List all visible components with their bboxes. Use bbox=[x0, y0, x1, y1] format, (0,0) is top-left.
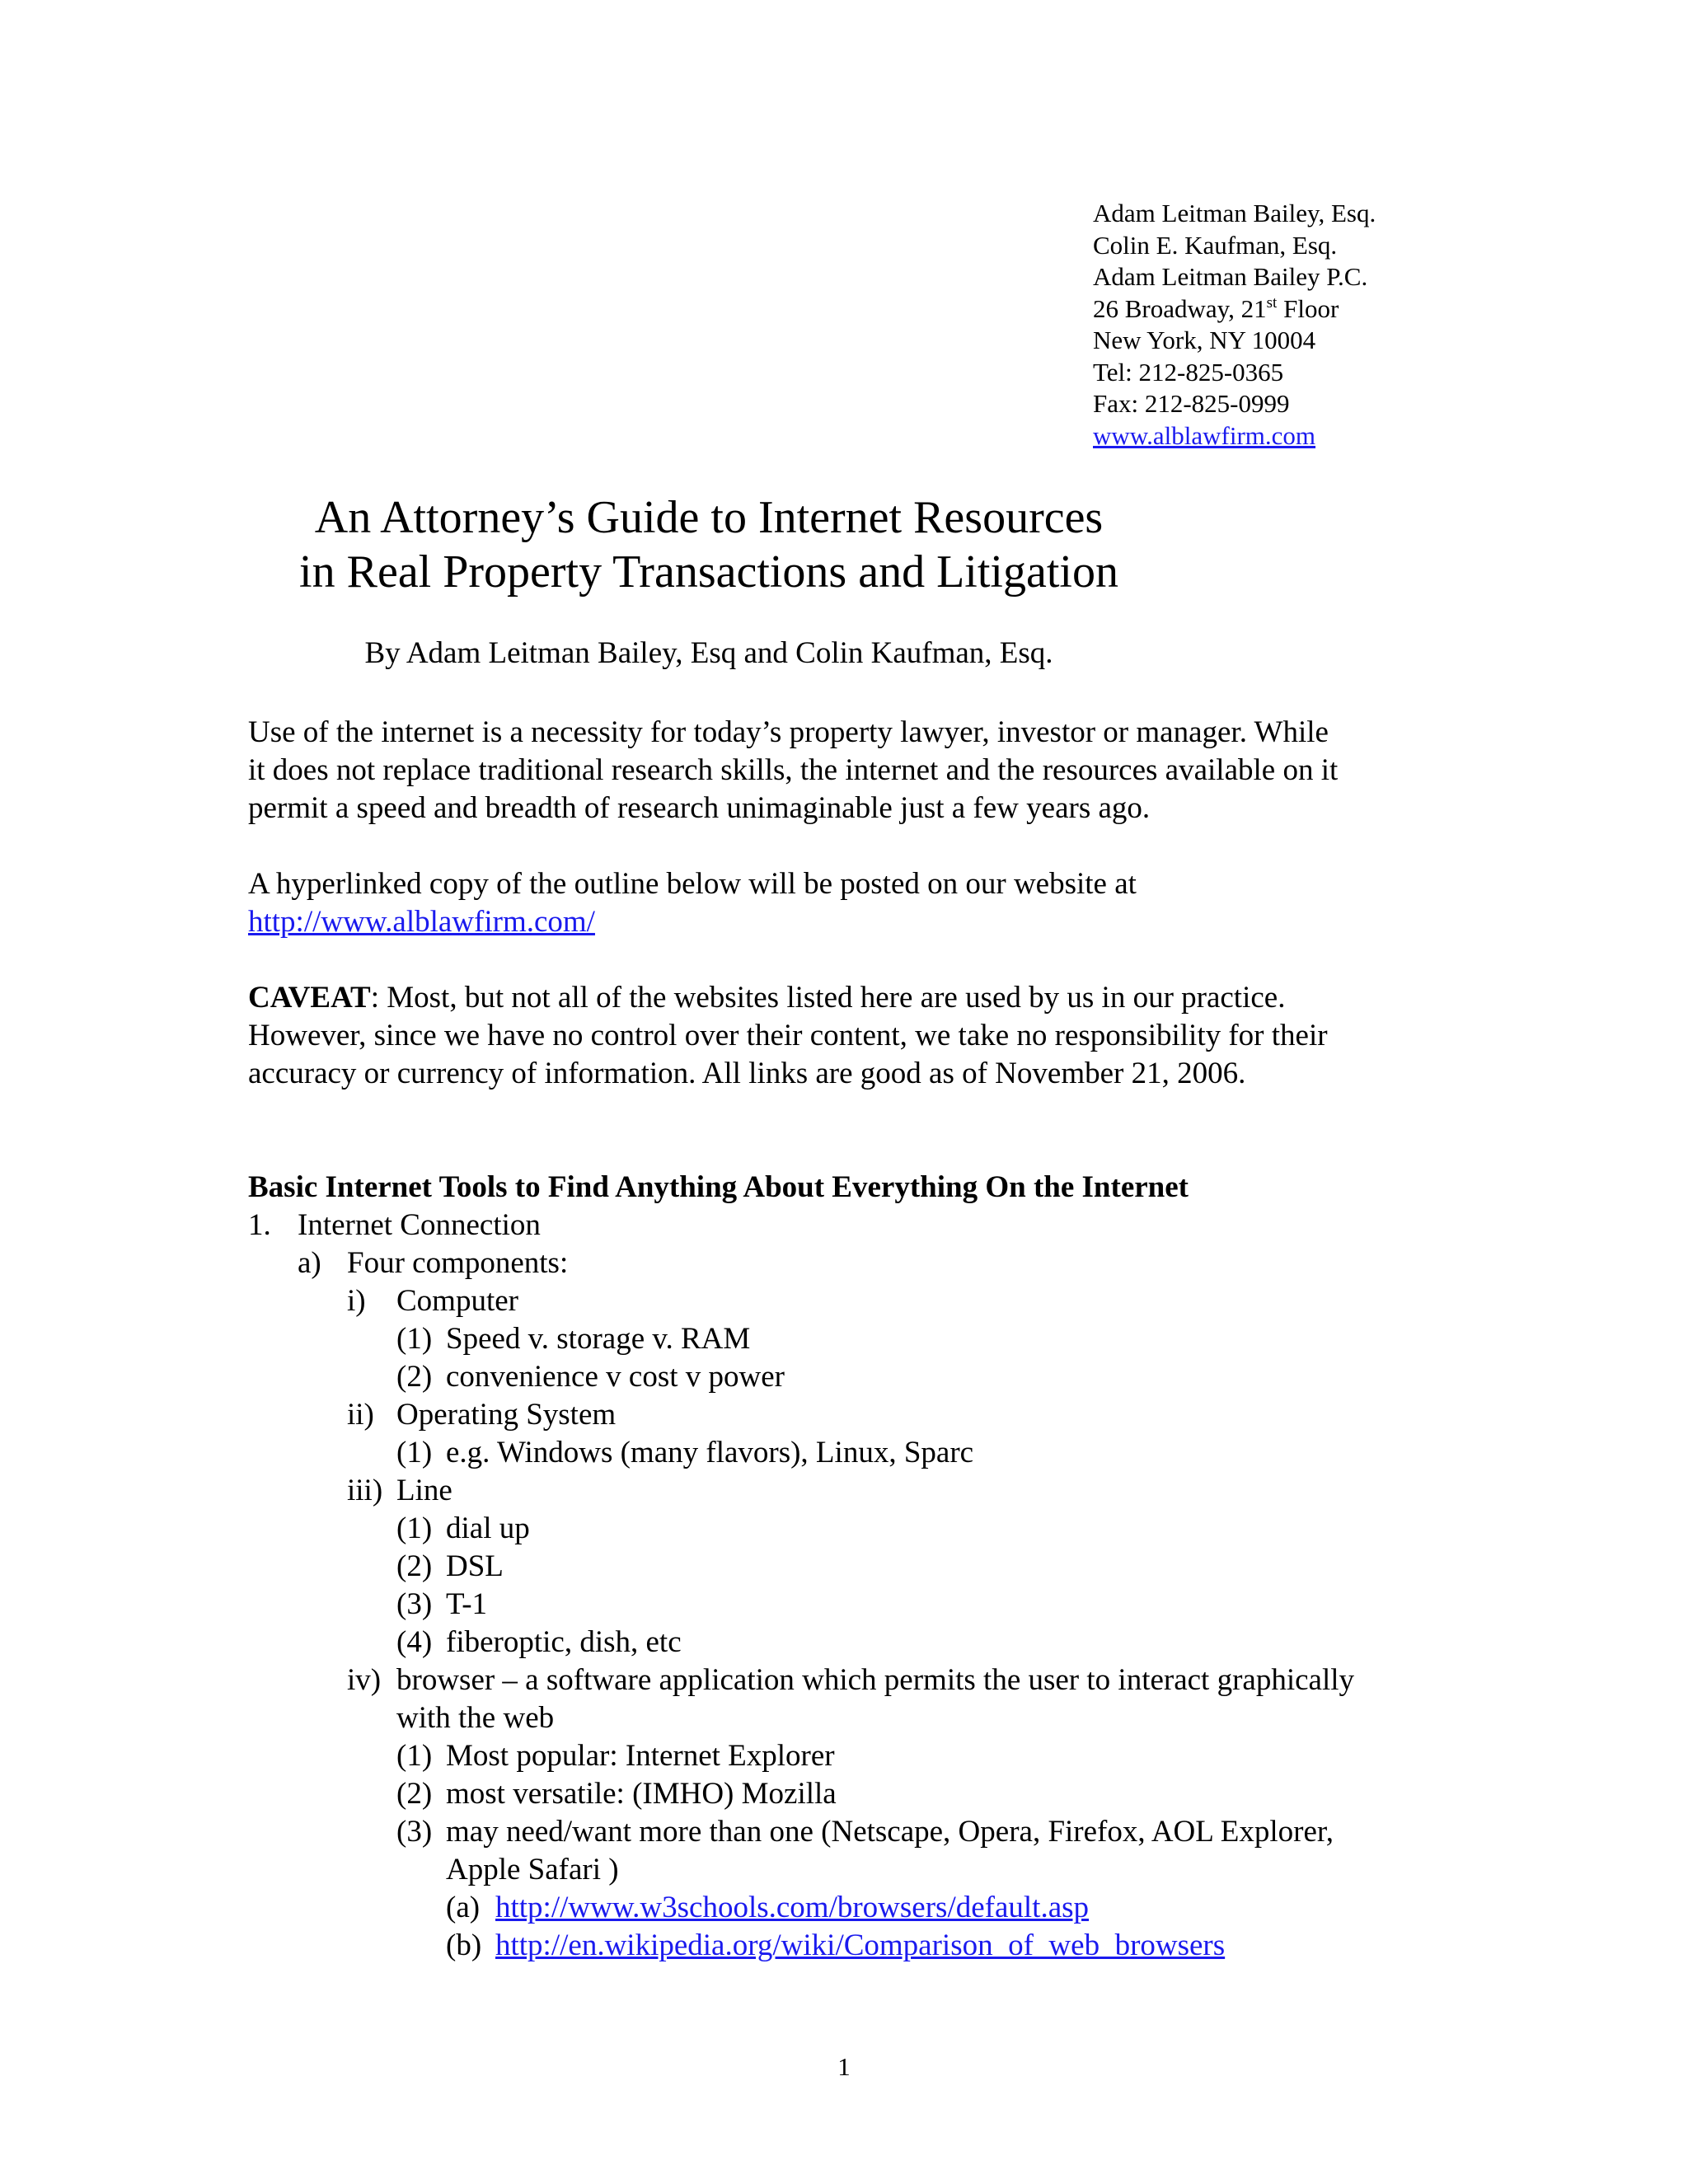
intro-line: permit a speed and breadth of research unimaginable just a few years ago. bbox=[248, 791, 1151, 825]
list-item bbox=[248, 1472, 1189, 1510]
list-item bbox=[248, 1510, 1189, 1548]
caveat-text: : Most, but not all of the websites listed here are used by us in our practice. bbox=[370, 981, 1286, 1015]
list-item bbox=[248, 1624, 1189, 1661]
page-number: 1 bbox=[837, 2052, 851, 2081]
list-number: (2) bbox=[396, 1549, 433, 1583]
list-text: e.g. Windows (many flavors), Linux, Sparc bbox=[446, 1436, 974, 1469]
byline: By Adam Leitman Bailey, Esq and Colin Kaufman, Esq. bbox=[364, 636, 1053, 670]
hyperlink-note bbox=[248, 865, 1137, 941]
w3schools-link[interactable]: http://www.w3schools.com/browsers/default.asp bbox=[495, 1891, 1090, 1924]
list-item-continuation bbox=[248, 1699, 1189, 1737]
website-link[interactable]: www.alblawfirm.com bbox=[1093, 420, 1316, 450]
address-line: Adam Leitman Bailey P.C. bbox=[1093, 262, 1368, 291]
list-item bbox=[248, 1927, 1226, 1965]
list-text: fiberoptic, dish, etc bbox=[446, 1625, 682, 1659]
list-item bbox=[248, 1586, 1189, 1624]
list-text: Line bbox=[396, 1474, 452, 1507]
street-floor: Floor bbox=[1277, 293, 1339, 323]
list-item bbox=[248, 1737, 1189, 1775]
list-text: with the web bbox=[396, 1701, 555, 1735]
list-item bbox=[248, 1661, 1355, 1699]
list-number: i) bbox=[347, 1284, 366, 1318]
title-line-1: An Attorney’s Guide to Internet Resources bbox=[314, 492, 1104, 543]
list-number: (1) bbox=[396, 1322, 433, 1356]
address-block bbox=[1093, 198, 1376, 452]
list-number: iii) bbox=[347, 1474, 383, 1507]
list-number: 1. bbox=[248, 1208, 271, 1242]
caveat-paragraph bbox=[248, 979, 1328, 1093]
list-number: a) bbox=[298, 1246, 321, 1280]
list-text: Operating System bbox=[396, 1398, 617, 1432]
firm-url-link[interactable]: http://www.alblawfirm.com/ bbox=[248, 905, 595, 939]
list-item bbox=[248, 1244, 1189, 1282]
street-text: 26 Broadway, 21 bbox=[1093, 293, 1267, 323]
list-number: (b) bbox=[446, 1929, 482, 1962]
list-text: Internet Connection bbox=[298, 1208, 541, 1242]
list-item bbox=[248, 1889, 1189, 1927]
address-line: Adam Leitman Bailey, Esq. bbox=[1093, 199, 1376, 227]
caveat-label: CAVEAT bbox=[248, 981, 371, 1015]
list-number: iv) bbox=[347, 1663, 382, 1697]
list-text: convenience v cost v power bbox=[446, 1360, 785, 1394]
list-number: (1) bbox=[396, 1739, 433, 1773]
list-text: dial up bbox=[446, 1511, 530, 1545]
title-line-2: in Real Property Transactions and Litigation bbox=[299, 546, 1118, 598]
intro-line: it does not replace traditional research skills, the internet and the resources available on it bbox=[248, 753, 1339, 787]
telephone: Tel: 212-825-0365 bbox=[1093, 357, 1284, 387]
list-number: (1) bbox=[396, 1436, 433, 1469]
list-number: (3) bbox=[396, 1815, 433, 1849]
street-ordinal: st bbox=[1266, 293, 1278, 312]
list-text: Computer bbox=[396, 1284, 518, 1318]
list-text: Four components: bbox=[347, 1246, 569, 1280]
list-text: T-1 bbox=[446, 1587, 488, 1621]
list-text: Speed v. storage v. RAM bbox=[446, 1322, 751, 1356]
intro-paragraph bbox=[248, 714, 1338, 827]
section-heading: Basic Internet Tools to Find Anything About Everything On the Internet bbox=[248, 1170, 1189, 1204]
list-number: (4) bbox=[396, 1625, 433, 1659]
fax: Fax: 212-825-0999 bbox=[1093, 389, 1290, 418]
list-text: most versatile: (IMHO) Mozilla bbox=[446, 1777, 837, 1811]
list-number: ii) bbox=[347, 1398, 374, 1432]
list-item-continuation bbox=[248, 1851, 1189, 1889]
list-text: browser – a software application which permits the user to interact graphically bbox=[396, 1663, 1355, 1697]
list-item bbox=[248, 1434, 1189, 1472]
list-number: (1) bbox=[396, 1511, 433, 1545]
outline-section bbox=[248, 1169, 1355, 1965]
list-item bbox=[248, 1207, 1189, 1244]
page-title bbox=[0, 490, 1418, 599]
list-item bbox=[248, 1320, 1189, 1358]
list-number: (a) bbox=[446, 1891, 481, 1924]
list-number: (2) bbox=[396, 1360, 433, 1394]
hyperlink-note-text: A hyperlinked copy of the outline below will be posted on our website at bbox=[248, 867, 1137, 901]
street-address bbox=[1093, 293, 1376, 326]
list-item bbox=[248, 1396, 1189, 1434]
list-text: Most popular: Internet Explorer bbox=[446, 1739, 835, 1773]
list-text: may need/want more than one (Netscape, Opera, Firefox, AOL Explorer, bbox=[446, 1815, 1334, 1849]
caveat-text: accuracy or currency of information. All links are good as of November 21, 2006. bbox=[248, 1057, 1246, 1090]
list-item bbox=[248, 1282, 1189, 1320]
list-item bbox=[248, 1775, 1189, 1813]
list-item bbox=[248, 1548, 1189, 1586]
list-number: (3) bbox=[396, 1587, 433, 1621]
address-line: Colin E. Kaufman, Esq. bbox=[1093, 230, 1338, 260]
list-text: Apple Safari ) bbox=[446, 1853, 619, 1886]
wikipedia-link[interactable]: http://en.wikipedia.org/wiki/Comparison_of_web_browsers bbox=[495, 1929, 1226, 1962]
list-item bbox=[248, 1813, 1334, 1851]
list-text: DSL bbox=[446, 1549, 504, 1583]
list-number: (2) bbox=[396, 1777, 433, 1811]
city-line: New York, NY 10004 bbox=[1093, 326, 1316, 354]
intro-line: Use of the internet is a necessity for today’s property lawyer, investor or manager. While bbox=[248, 715, 1329, 749]
caveat-text: However, since we have no control over their content, we take no responsibility for their bbox=[248, 1019, 1328, 1052]
list-item bbox=[248, 1358, 1189, 1396]
